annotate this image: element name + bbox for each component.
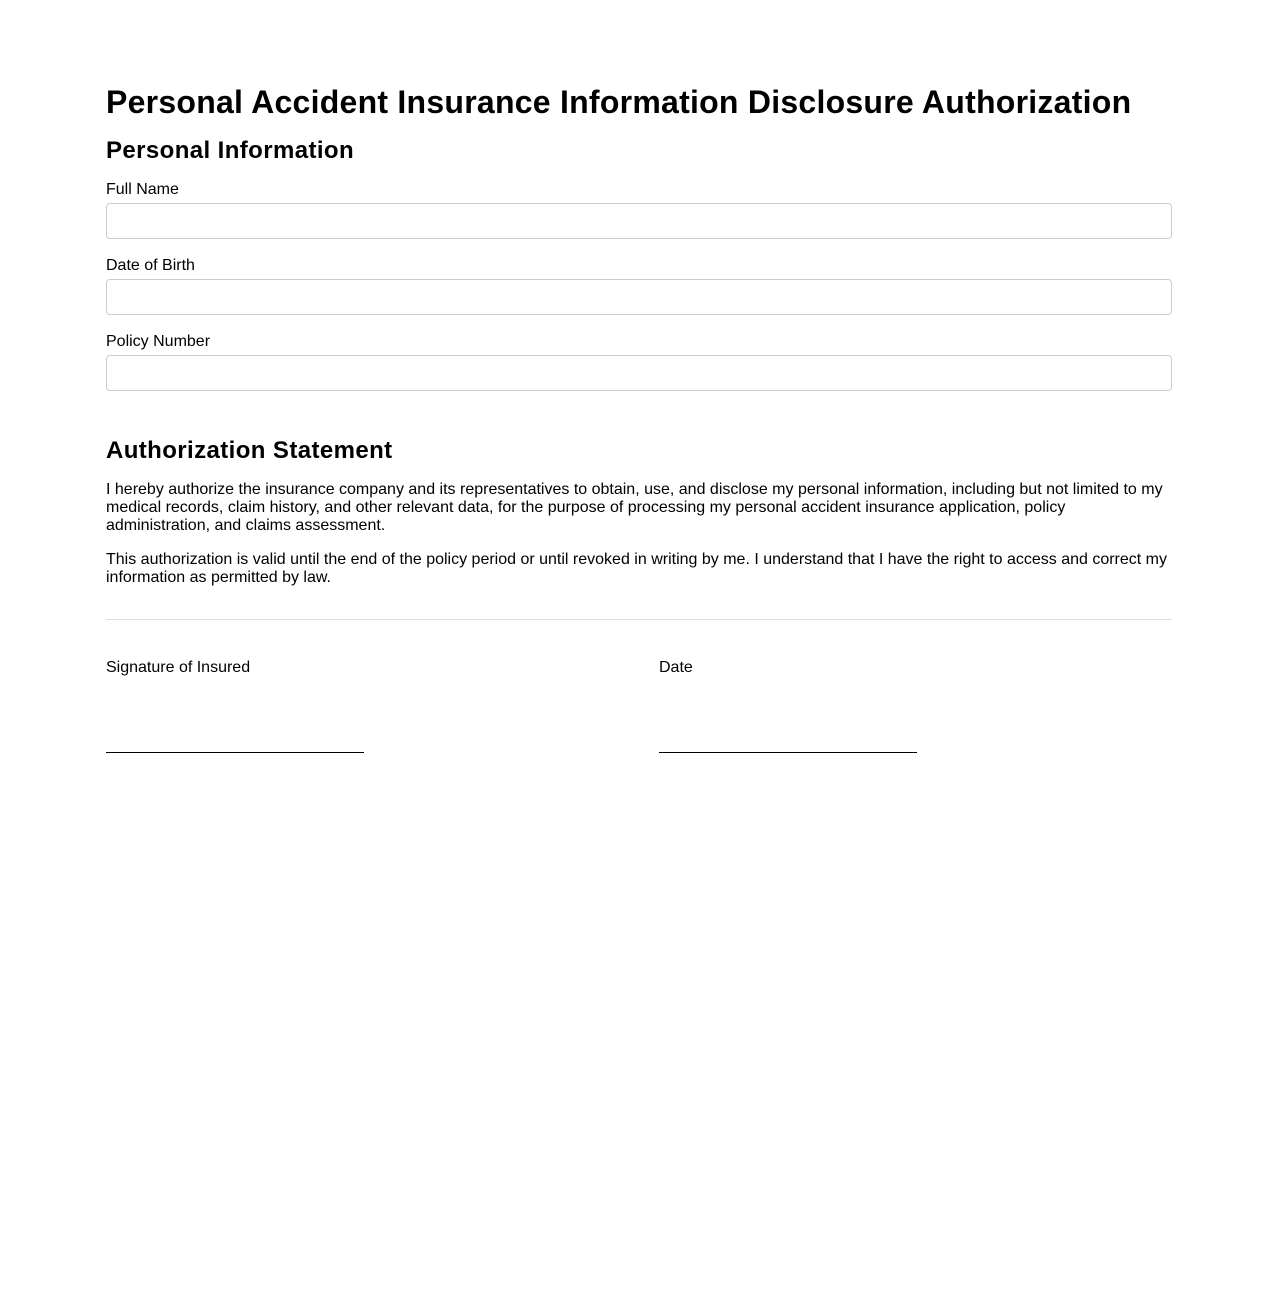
date-label: Date [659, 659, 693, 676]
date-signature-block [659, 658, 1172, 678]
section-divider [106, 619, 1172, 620]
date-of-birth-label: Date of Birth [106, 257, 195, 274]
section-heading-personal-information: Personal Information [106, 137, 355, 164]
policy-number-label: Policy Number [106, 333, 211, 350]
signature-block [106, 658, 619, 678]
authorization-paragraph-consent: I hereby authorize the insurance company and its representatives to obtain, use, and disclose my personal information, including but not limited to my medical records, claim history, and other relevant data, for the purpose of processing my personal accident insurance application, policy administration, and claims assessment. [106, 481, 1163, 534]
full-name-label: Full Name [106, 181, 179, 198]
date-of-birth-input[interactable] [106, 279, 1172, 315]
full-name-input[interactable] [106, 203, 1172, 239]
page-title: Personal Accident Insurance Information Disclosure Authorization [106, 84, 1132, 120]
date-line[interactable] [659, 752, 917, 753]
section-heading-authorization-statement: Authorization Statement [106, 437, 393, 464]
policy-number-input[interactable] [106, 355, 1172, 391]
signature-label: Signature of Insured [106, 659, 251, 676]
authorization-paragraph-validity: This authorization is valid until the end of the policy period or until revoked in writing by me. I understand that I have the right to access and correct my information as permitted by law. [106, 551, 1167, 586]
signature-line[interactable] [106, 752, 364, 753]
